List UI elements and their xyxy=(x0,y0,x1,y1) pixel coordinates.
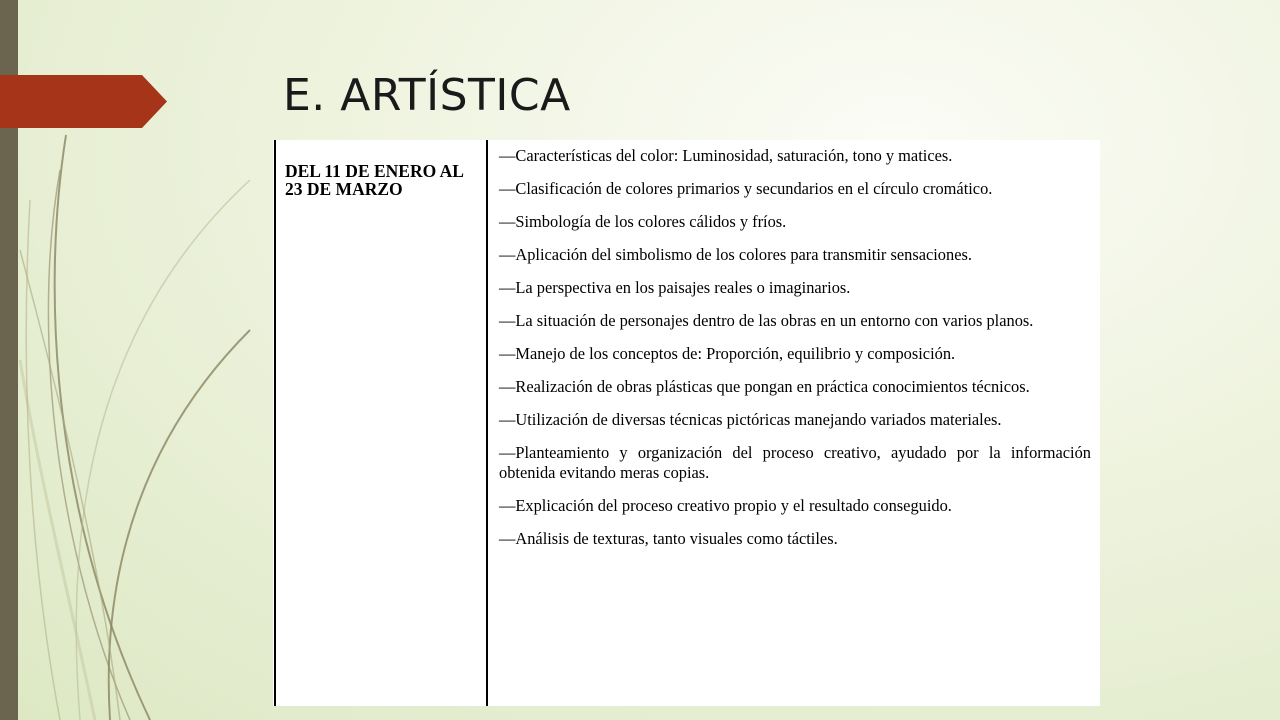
topic-item: —La perspectiva en los paisajes reales o imaginarios. xyxy=(499,278,851,297)
topic-item: —Planteamiento y organización del proceso creativo, ayudado por la información obtenida evitando meras copias. xyxy=(499,443,1091,482)
topic-item: —Aplicación del simbolismo de los colores para transmitir sensaciones. xyxy=(499,245,972,264)
topic-item: —Manejo de los conceptos de: Proporción, equilibrio y composición. xyxy=(499,344,956,363)
title-arrow-shape xyxy=(0,75,167,128)
topic-item: —Explicación del proceso creativo propio y el resultado conseguido. xyxy=(499,496,952,515)
topic-item: —Características del color: Luminosidad, saturación, tono y matices. xyxy=(499,146,953,165)
topic-item: —Análisis de texturas, tanto visuales como táctiles. xyxy=(499,529,838,548)
topics-list xyxy=(499,146,1091,562)
slide-title: E. ARTÍSTICA xyxy=(283,70,571,121)
content-table-image xyxy=(273,140,1100,706)
topic-item: —Utilización de diversas técnicas pictóricas manejando variados materiales. xyxy=(499,410,1002,429)
topic-item: —Clasificación de colores primarios y secundarios en el círculo cromático. xyxy=(499,179,993,198)
topic-item: —Simbología de los colores cálidos y fríos. xyxy=(499,212,787,231)
table-column-divider xyxy=(486,140,488,706)
topic-item: —La situación de personajes dentro de las obras en un entorno con varios planos. xyxy=(499,311,1034,330)
period-cell: DEL 11 DE ENERO AL 23 DE MARZO xyxy=(285,161,463,199)
table-border-left xyxy=(274,140,276,706)
topic-item: —Realización de obras plásticas que pongan en práctica conocimientos técnicos. xyxy=(499,377,1030,396)
